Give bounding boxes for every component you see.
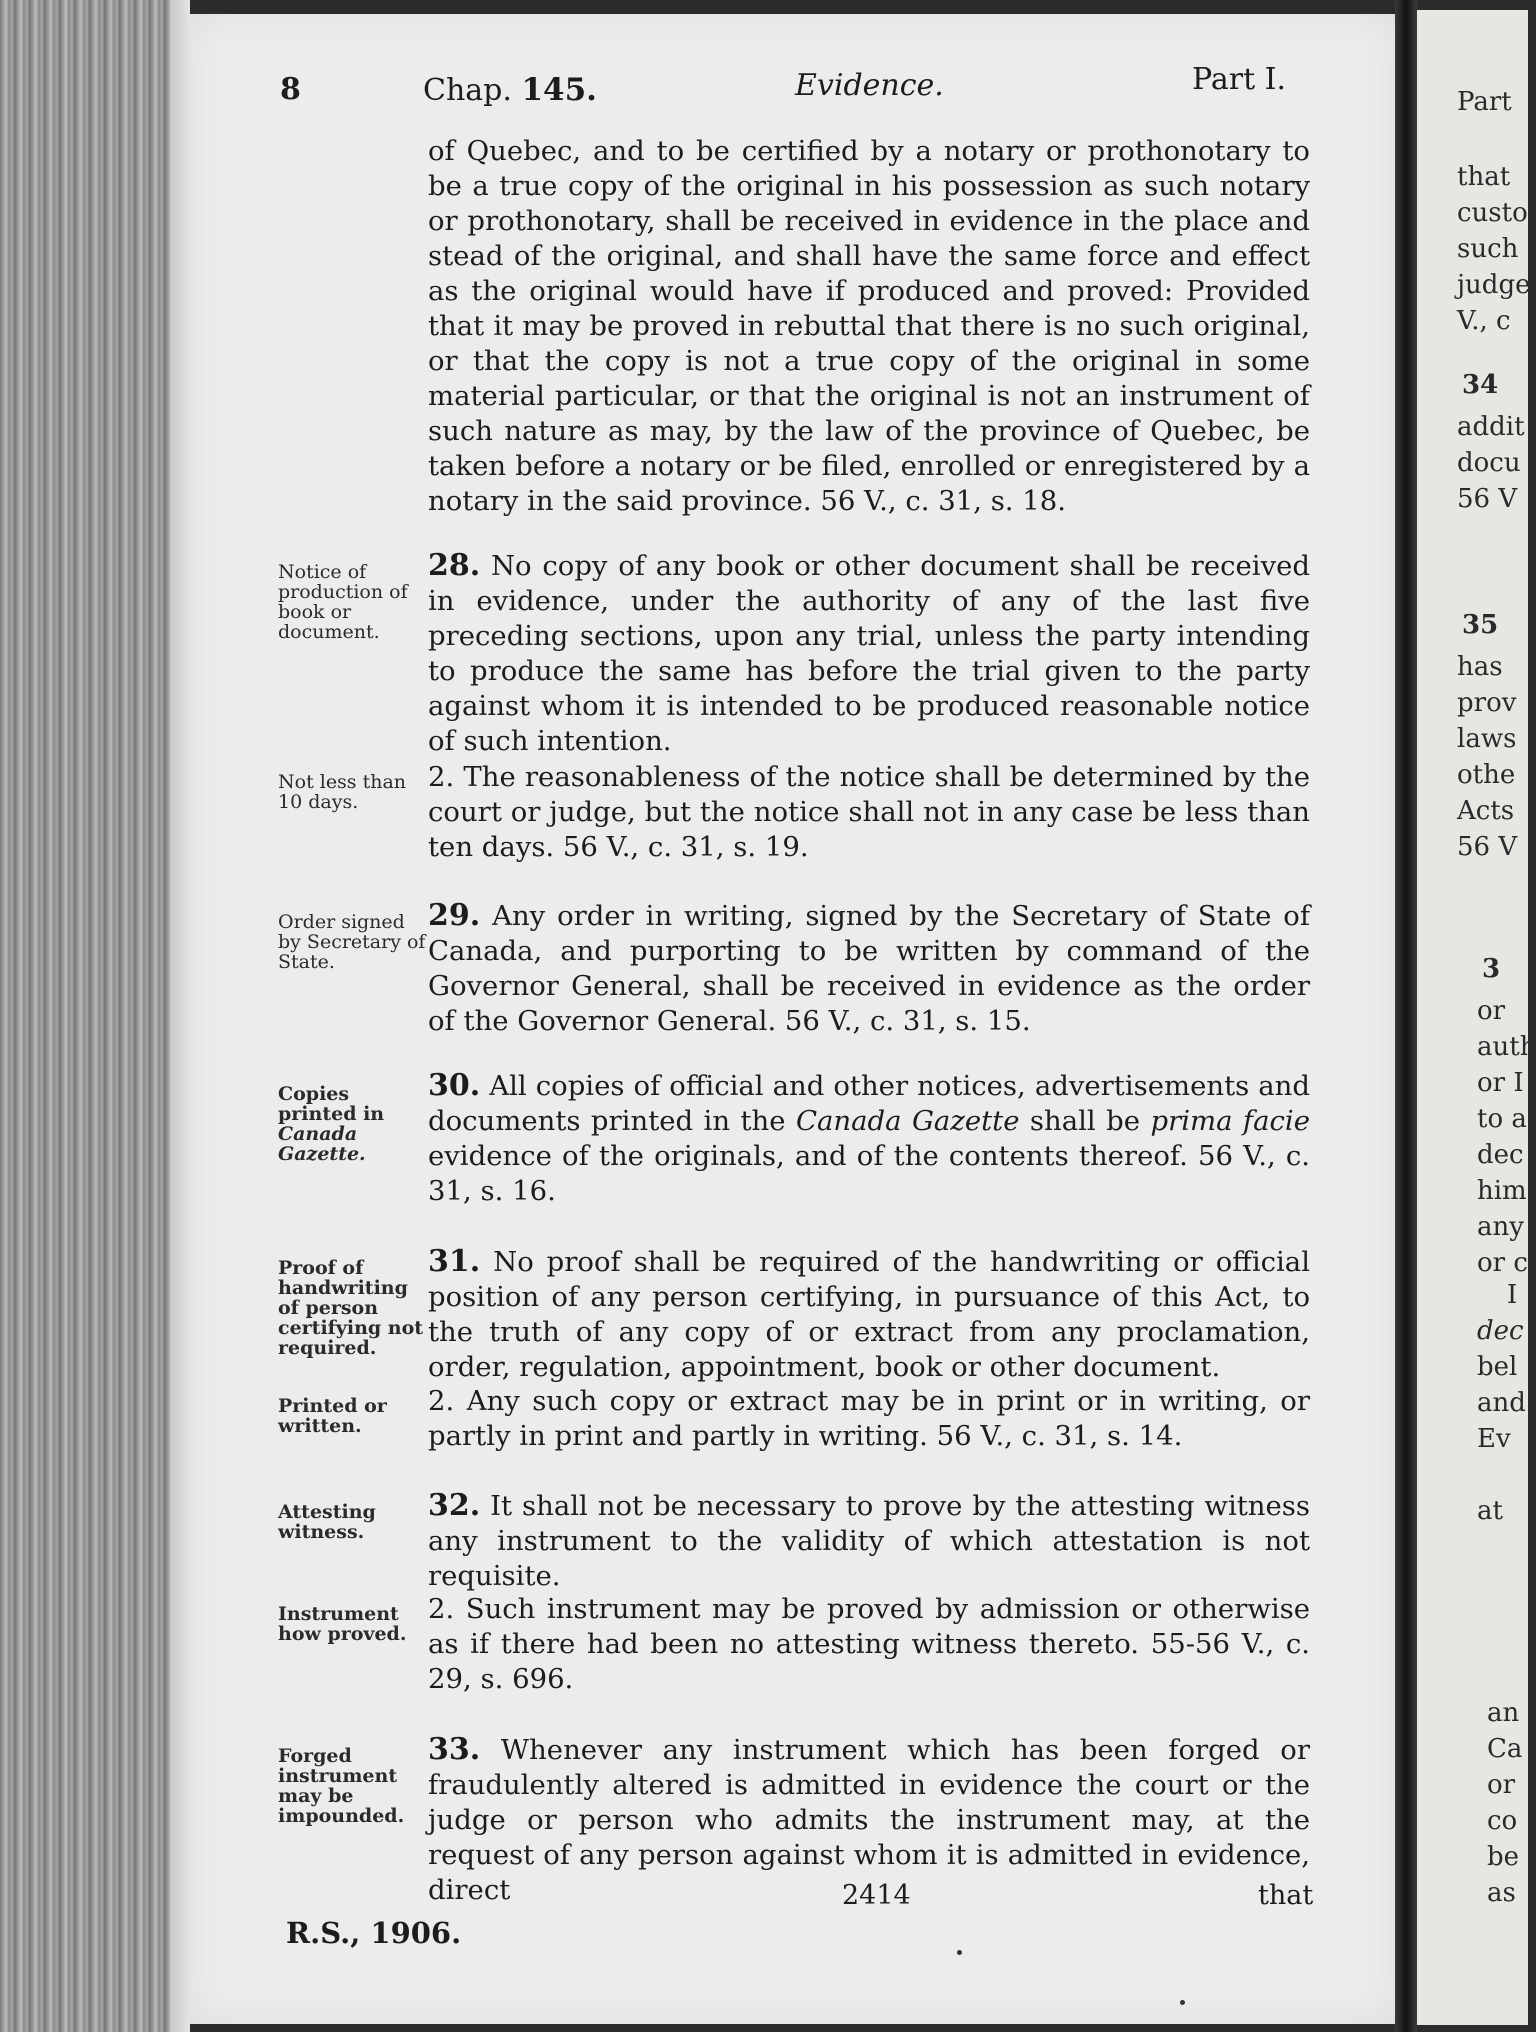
section-32 xyxy=(428,1488,1310,1594)
margin-note-notice-production: Notice of production of book or document. xyxy=(278,561,408,643)
header-chapter xyxy=(423,72,597,108)
facing-page-line: or xyxy=(1487,1770,1516,1800)
section-text: No proof shall be required of the handwriting or official position of any person certifying, in pursuance of this Act, to the truth of any copy of or extract from any proclamation, order, regulation, appointment, book or other document. xyxy=(428,1246,1311,1383)
prima-facie: prima facie xyxy=(1150,1105,1310,1137)
facing-page-line: or xyxy=(1477,996,1506,1026)
facing-page-line: 56 V xyxy=(1457,832,1518,862)
section-30 xyxy=(428,1068,1310,1209)
header-part: Part I. xyxy=(1192,62,1287,97)
facing-page-line: bel xyxy=(1477,1352,1518,1382)
facing-page-line: such xyxy=(1457,234,1519,264)
margin-note-order-signed: Order signed by Secretary of State. xyxy=(278,911,426,973)
section-text: Whenever any instrument which has been forged or fraudulently altered is admitted in evidence the court or the judge or person who admits the instrument may, at the request of any person against whom it is admitted in evidence, direct xyxy=(428,1734,1310,1906)
facing-page-line: dec xyxy=(1477,1316,1524,1346)
facing-page-line: as xyxy=(1487,1878,1516,1908)
facing-page-line: has xyxy=(1457,652,1503,682)
section-number: 30. xyxy=(428,1068,481,1103)
facing-page-line: at xyxy=(1477,1496,1503,1526)
header-title: Evidence. xyxy=(795,68,944,103)
section-32-sub-2: 2. Such instrument may be proved by admission or otherwise as if there had been no attesting witness thereto. 55-56 V., c. 29, s. 696. xyxy=(428,1593,1310,1695)
section-text: It shall not be necessary to prove by the attesting witness any instrument to the validity of which attestation is not requisite. xyxy=(428,1490,1310,1592)
section-28 xyxy=(428,548,1310,759)
facing-page-line: co xyxy=(1487,1806,1518,1836)
facing-page-line: 3 xyxy=(1482,954,1501,984)
facing-page-line: othe xyxy=(1457,760,1516,790)
facing-page-line: or c xyxy=(1477,1248,1528,1278)
facing-page-line: to a xyxy=(1477,1104,1527,1134)
gazette-title: Canada Gazette xyxy=(795,1105,1020,1137)
facing-page-line: custo xyxy=(1457,198,1528,228)
section-text: evidence of the originals, and of the contents thereof. 56 V., c. 31, s. 16. xyxy=(428,1140,1310,1207)
facing-page-line: an xyxy=(1487,1698,1520,1728)
section-31-sub-2: 2. Any such copy or extract may be in print or in writing, or partly in print and partly in writing. 56 V., c. 31, s. 14. xyxy=(428,1385,1310,1452)
print-speck xyxy=(1180,2000,1185,2005)
facing-page-line: I xyxy=(1507,1280,1518,1310)
section-number: 33. xyxy=(428,1732,481,1767)
facing-page-line: Part xyxy=(1457,87,1512,117)
footer-revised-statutes: R.S., 1906. xyxy=(286,1916,462,1950)
footer-page-number: 2414 xyxy=(842,1880,911,1911)
facing-page-line: Ev xyxy=(1477,1424,1511,1454)
facing-page-line: him xyxy=(1477,1176,1527,1206)
section-number: 28. xyxy=(428,548,481,583)
facing-page-line: dec xyxy=(1477,1140,1524,1170)
facing-page-line: laws xyxy=(1457,724,1517,754)
facing-page-line: 35 xyxy=(1462,610,1499,640)
section-number: 29. xyxy=(428,898,481,933)
facing-page-line: 56 V xyxy=(1457,484,1518,514)
chapter-label: Chap. xyxy=(423,73,512,108)
margin-note-printed-written: Printed or written. xyxy=(278,1395,387,1437)
facing-page-line: judge xyxy=(1457,270,1531,300)
print-speck xyxy=(957,1950,962,1955)
facing-page xyxy=(1417,10,1536,2025)
facing-page-line: prov xyxy=(1457,688,1517,718)
section-text: All copies of official and other notices, advertisements and documents printed in the xyxy=(428,1070,1310,1137)
facing-page-line: auth xyxy=(1477,1032,1536,1062)
chapter-number: 145. xyxy=(521,72,597,108)
margin-note-not-less: Not less than 10 days. xyxy=(278,771,407,813)
facing-page-line: or I xyxy=(1477,1068,1524,1098)
header-page-number: 8 xyxy=(280,72,301,107)
section-number: 32. xyxy=(428,1488,481,1523)
section-text: No copy of any book or other document shall be received in evidence, under the authority of any of the last five preceding sections, upon any trial, unless the party intending to produce the same has before the trial given to the party against whom it is intended to be produced reasonable notice of such intention. xyxy=(428,550,1310,757)
margin-note-copies-printed xyxy=(278,1084,428,1164)
margin-note-forged: Forged instrument may be impounded. xyxy=(278,1745,405,1827)
margin-note-attesting: Attesting witness. xyxy=(278,1501,376,1543)
facing-page-line: any xyxy=(1477,1212,1524,1242)
facing-page-line: be xyxy=(1487,1842,1520,1872)
section-text: Any order in writing, signed by the Secretary of State of Canada, and purporting to be written by command of the Governor General, shall be received in evidence as the order of the Governor General. 56 V., c. 31, s. 15. xyxy=(428,900,1310,1037)
book-gutter xyxy=(1395,0,1417,2032)
margin-note-gazette: Canada Gazette. xyxy=(278,1123,366,1165)
margin-note-instrument-how: Instrument how proved. xyxy=(278,1603,407,1645)
facing-page-line: docu xyxy=(1457,448,1521,478)
facing-page-line: addit xyxy=(1457,412,1525,442)
facing-page-line: and xyxy=(1477,1388,1526,1418)
section-number: 31. xyxy=(428,1244,481,1279)
section-text: shall be xyxy=(1029,1105,1141,1137)
section-31 xyxy=(428,1244,1310,1385)
facing-page-line: 34 xyxy=(1462,370,1499,400)
facing-page-line: Ca xyxy=(1487,1734,1523,1764)
margin-note-text: Copies printed in xyxy=(278,1083,385,1125)
margin-note-proof-handwriting: Proof of handwriting of person certifying not required. xyxy=(278,1257,424,1359)
facing-page-line: that xyxy=(1457,162,1511,192)
section-29 xyxy=(428,898,1310,1039)
footer-catchword: that xyxy=(1258,1880,1314,1911)
facing-page-line: V., c xyxy=(1457,306,1511,336)
facing-page-line: Acts xyxy=(1457,796,1515,826)
continuation-paragraph: of Quebec, and to be certified by a notary or prothonotary to be a true copy of the original in his possession as such notary or prothonotary, shall be received in evidence in the place and stead of the original, and shall have the same force and effect as the original would have if produced and proved: Provided that it may be proved in rebuttal that there is no such original, or that the copy is not a true copy of the original in some material particular, or that the original is not an instrument of such nature as may, by the law of the province of Quebec, be taken before a notary or be filed, enrolled or enregistered by a notary in the said province. 56 V., c. 31, s. 18. xyxy=(428,135,1310,517)
page-edge-stack xyxy=(0,0,190,2032)
section-28-sub-2: 2. The reasonableness of the notice shall be determined by the court or judge, but the notice shall not in any case be less than ten days. 56 V., c. 31, s. 19. xyxy=(428,761,1310,863)
